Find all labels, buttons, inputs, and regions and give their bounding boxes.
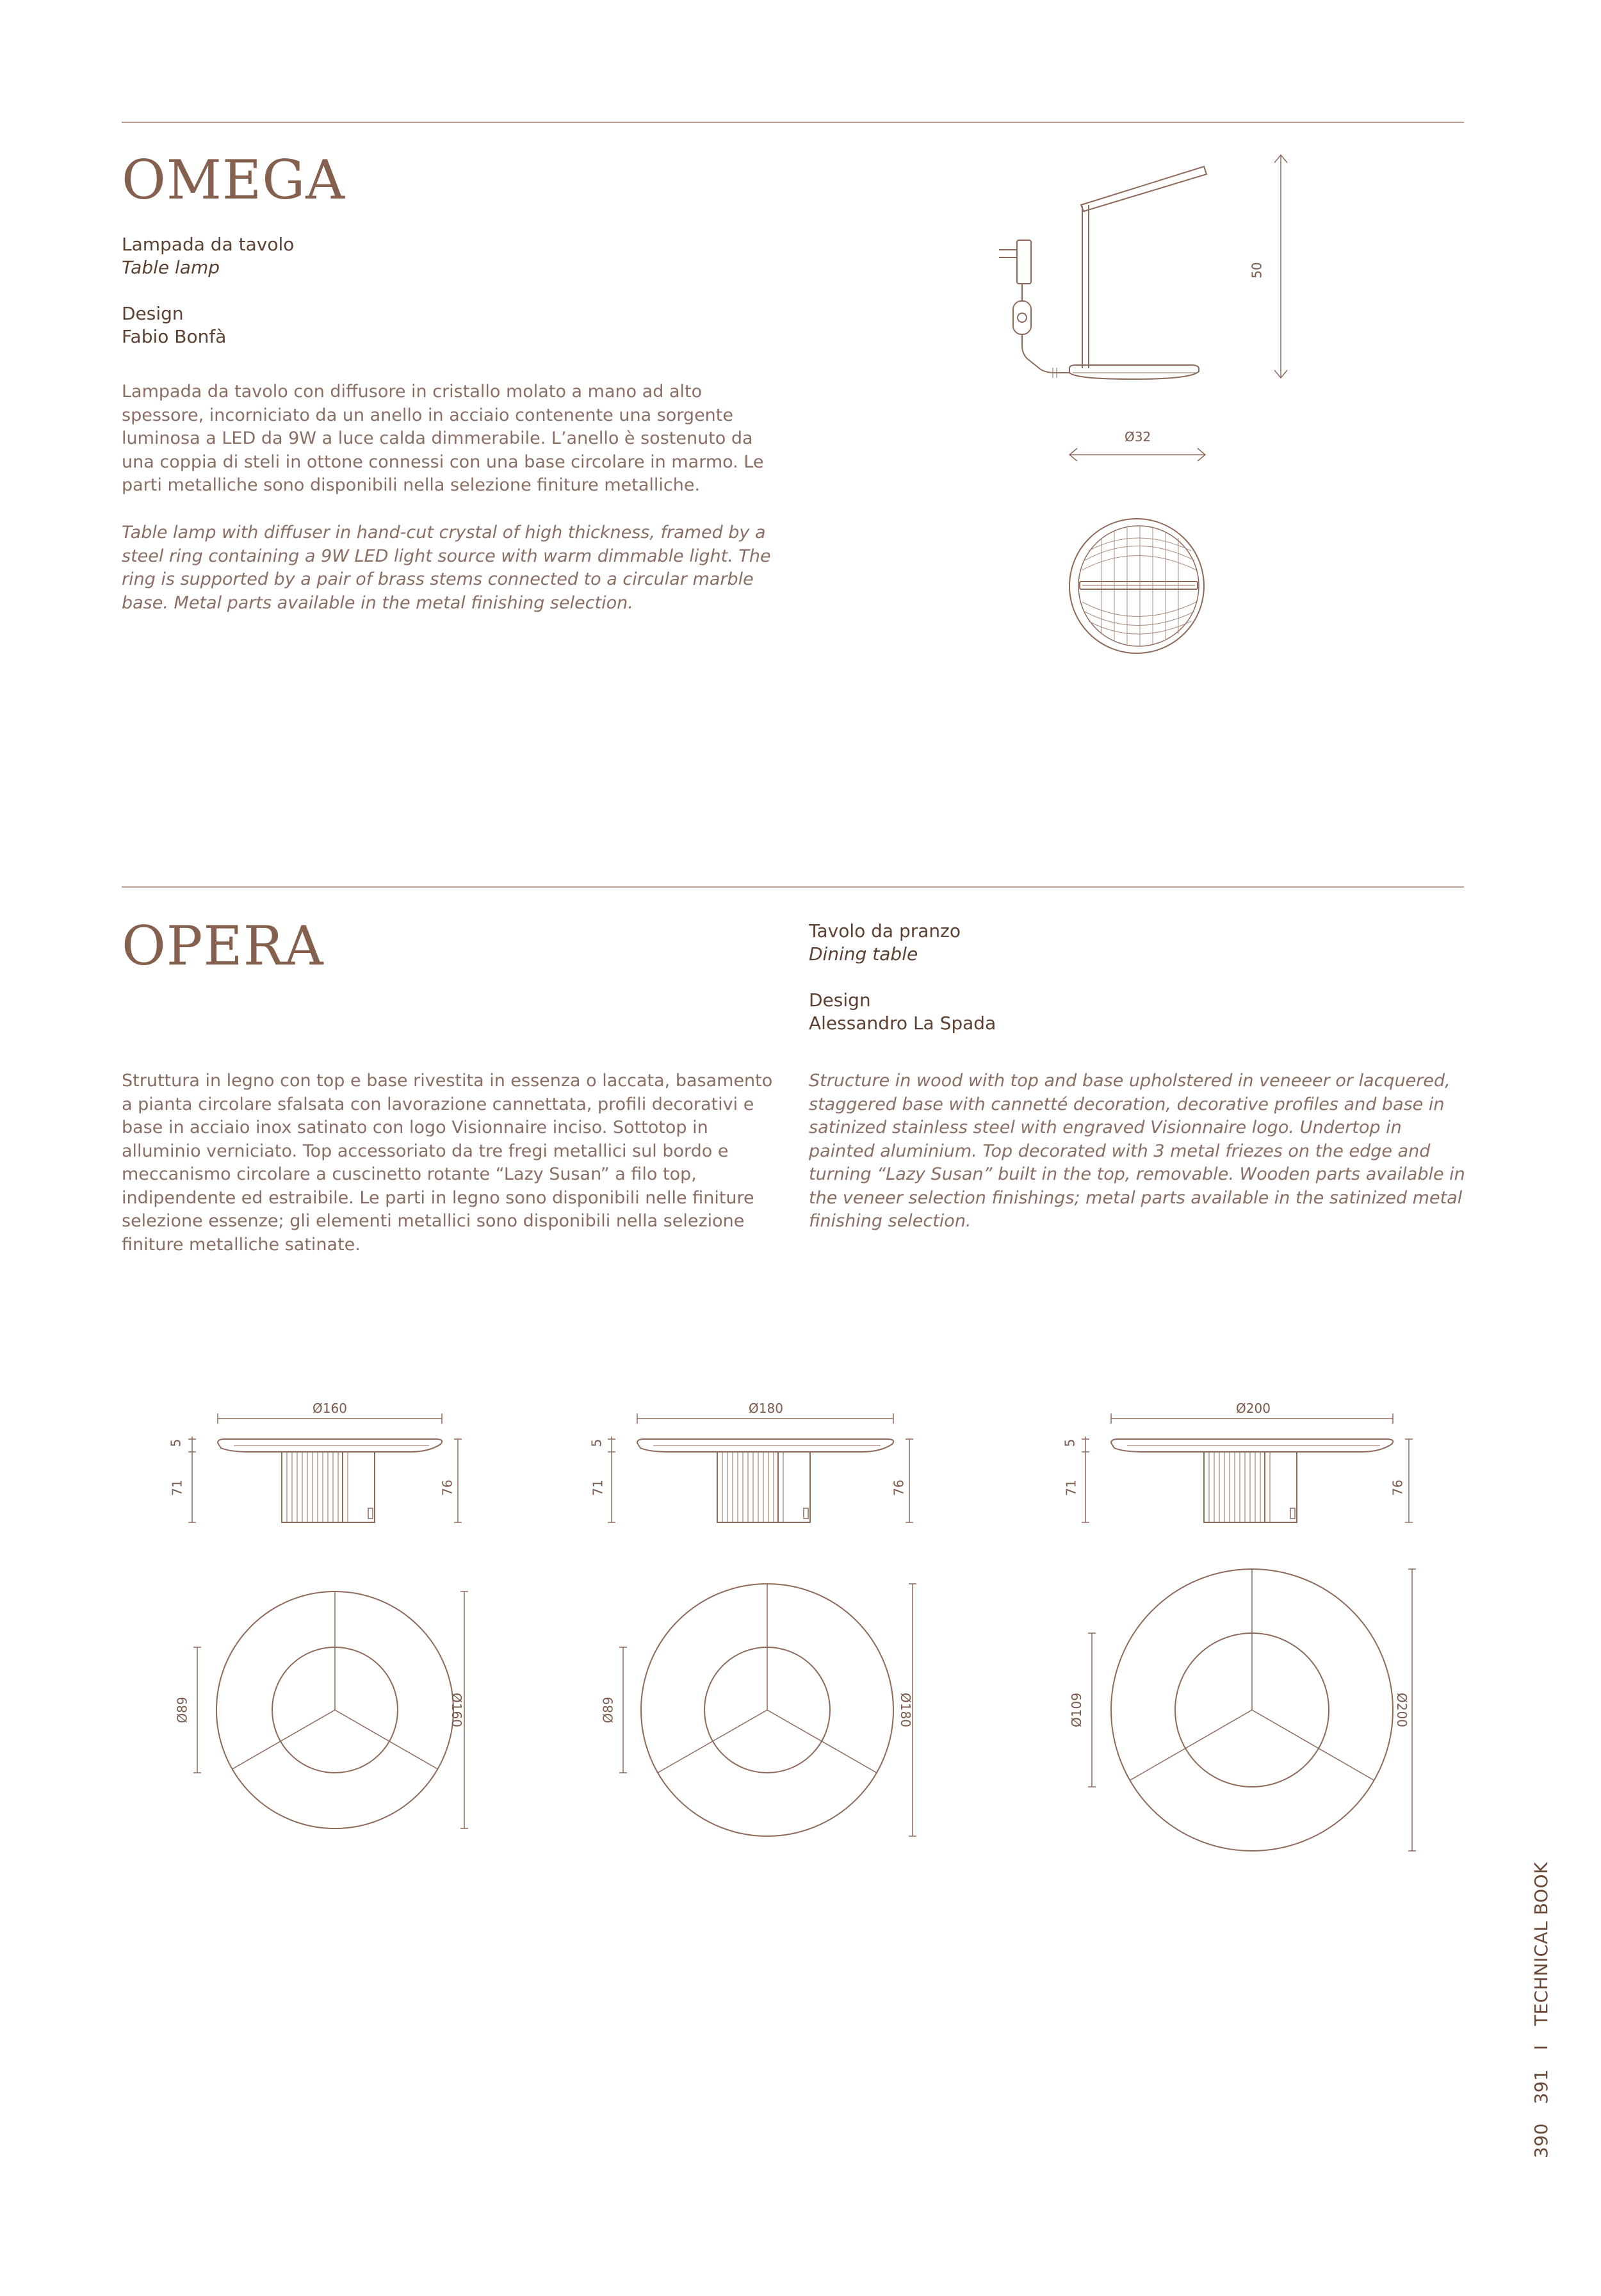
opera-v1-total-h: 76 bbox=[439, 1479, 455, 1496]
page-footer bbox=[1531, 1849, 1552, 2158]
footer-separator: I bbox=[1531, 2044, 1552, 2051]
opera-type-it: Tavolo da pranzo bbox=[809, 920, 961, 941]
opera-v2-top-thick: 5 bbox=[589, 1438, 605, 1447]
opera-v1-top-diam: Ø160 bbox=[313, 1401, 347, 1416]
opera-design bbox=[809, 989, 996, 1035]
omega-design bbox=[122, 302, 226, 348]
opera-v2-plan-diam: Ø180 bbox=[897, 1693, 913, 1727]
opera-v2-total-h: 76 bbox=[891, 1479, 907, 1496]
opera-v1-plan-diam: Ø160 bbox=[448, 1693, 464, 1727]
page-number-left: 390 bbox=[1531, 2123, 1552, 2158]
opera-designer: Alessandro La Spada bbox=[809, 1013, 996, 1034]
opera-v3-plan-diam: Ø200 bbox=[1394, 1693, 1410, 1727]
opera-v1-top-thick: 5 bbox=[168, 1438, 184, 1447]
opera-v3-top-diam: Ø200 bbox=[1236, 1401, 1271, 1416]
opera-v3-base-diam: Ø109 bbox=[1068, 1693, 1084, 1727]
footer-book-title: TECHNICAL BOOK bbox=[1531, 1862, 1552, 2026]
opera-v1-base-diam: Ø89 bbox=[174, 1697, 190, 1723]
omega-side-drawing bbox=[973, 147, 1306, 468]
omega-dim-diameter: Ø32 bbox=[1125, 429, 1151, 444]
omega-designer: Fabio Bonfà bbox=[122, 326, 227, 347]
omega-design-label: Design bbox=[122, 303, 184, 324]
opera-plan-3 bbox=[1050, 1556, 1434, 1864]
opera-v3-base-h: 71 bbox=[1063, 1479, 1079, 1496]
omega-type-en: Table lamp bbox=[122, 257, 220, 278]
opera-plan-1 bbox=[154, 1588, 487, 1832]
opera-desc-en: Structure in wood with top and base upholstered in veneeer or lacquered, staggered base with cannetté decoration, decorative profiles and base in satinized stainless steel with engraved Visionnaire logo. Undertop in painted aluminium. Top decorated with 3 metal friezes on the edge and turning “Lazy Susan” built in the top, removable. Wooden parts available in the veneer selection finishings; metal parts available in the satinized metal finishing selection. bbox=[809, 1071, 1465, 1231]
omega-dim-height: 50 bbox=[1249, 262, 1265, 279]
page-number-right: 391 bbox=[1531, 2069, 1552, 2105]
opera-top-rule bbox=[122, 886, 1464, 888]
opera-plan-2 bbox=[580, 1575, 938, 1844]
opera-v2-top-diam: Ø180 bbox=[749, 1401, 783, 1416]
omega-desc-it: Lampada da tavolo con diffusore in cristallo molato a mano ad alto spessore, incorniciato da un anello in acciaio contenente una sorgente luminosa a LED da 9W a luce calda dimmerabile. L’anello è sostenuto da una coppia di steli in ottone connessi con una base circolare in marmo. Le parti metalliche sono disponibili nella selezione finiture metalliche. bbox=[122, 382, 764, 495]
omega-title: OMEGA bbox=[122, 149, 345, 211]
opera-design-label: Design bbox=[809, 989, 871, 1011]
omega-type-it: Lampada da tavolo bbox=[122, 234, 295, 255]
opera-v1-base-h: 71 bbox=[169, 1479, 185, 1496]
omega-type bbox=[122, 233, 294, 279]
opera-v2-base-h: 71 bbox=[590, 1479, 606, 1496]
omega-top-rule bbox=[122, 122, 1464, 123]
opera-v3-top-thick: 5 bbox=[1062, 1438, 1078, 1447]
opera-v3-total-h: 76 bbox=[1390, 1479, 1406, 1496]
opera-variant-2 bbox=[580, 1399, 938, 1559]
omega-desc-en: Table lamp with diffuser in hand-cut crystal of high thickness, framed by a steel ring containing a 9W LED light source with warm dimmable light. The ring is supported by a pair of brass stems connected to a circular marble base. Metal parts available in the metal finishing selection. bbox=[122, 523, 771, 613]
opera-variant-3 bbox=[1050, 1399, 1434, 1559]
opera-title: OPERA bbox=[122, 915, 324, 977]
omega-front-drawing bbox=[1063, 512, 1210, 660]
opera-desc-it: Struttura in legno con top e base rivestita in essenza o laccata, basamento a pianta circolare sfalsata con lavorazione cannettata, profili decorativi e base in acciaio inox satinato con logo Visionnaire inciso. Sottotop in alluminio verniciato. Top accessoriato da tre fregi metallici sul bordo e meccanismo circolare a cuscinetto rotante “Lazy Susan” a filo top, indipendente ed estraibile. Le parti in legno sono disponibili nelle finiture selezione essenze; gli elementi metallici sono disponibili nella selezione finiture metalliche satinate. bbox=[122, 1071, 773, 1255]
opera-type-en: Dining table bbox=[809, 943, 918, 965]
opera-variant-1 bbox=[154, 1399, 487, 1559]
opera-type bbox=[809, 920, 961, 966]
opera-v2-base-diam: Ø89 bbox=[600, 1697, 616, 1723]
